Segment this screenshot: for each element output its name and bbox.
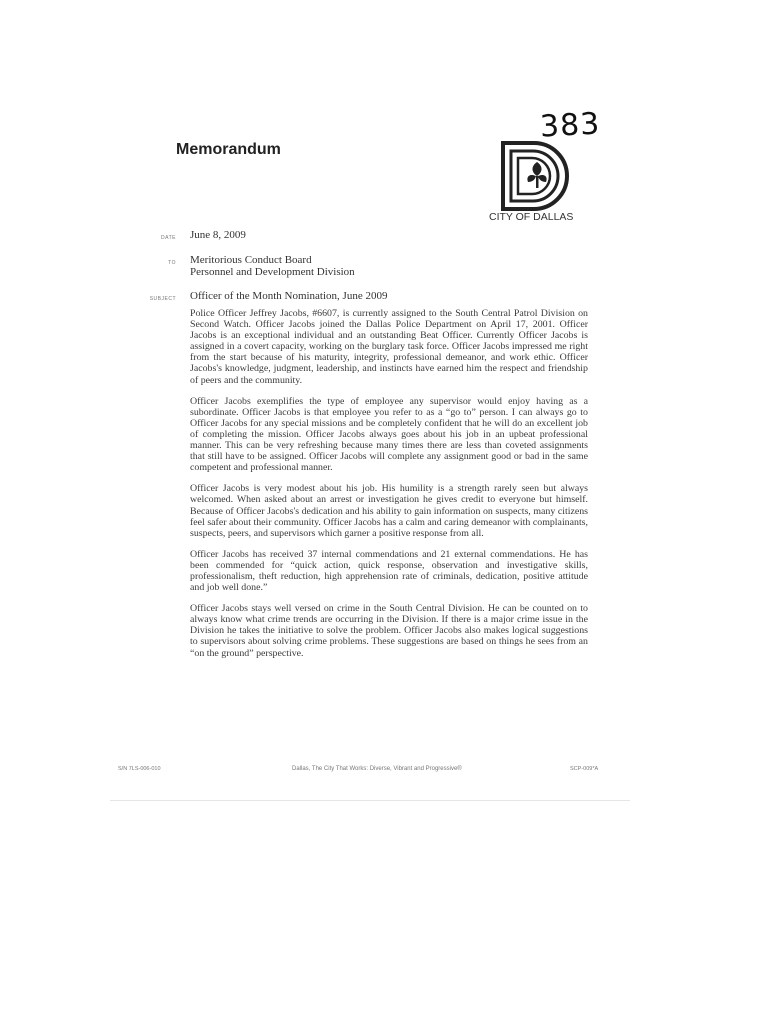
memo-title: Memorandum bbox=[176, 141, 281, 158]
body-paragraph-3: Officer Jacobs is very modest about his job. His humility is a strength rarely seen but always welcomed. When asked about an arrest or investigation he gives credit to everyone but himself. Because of Officer Jacobs's dedication and his ability to gain information on suspects, many citizens feel safer about their community. Officer Jacobs has a calm and caring demeanor with complainants, suspects, peers, and supervisors which garner a positive response from all. bbox=[190, 483, 588, 539]
date-value: June 8, 2009 bbox=[190, 229, 246, 241]
city-of-dallas-logo-icon bbox=[500, 140, 570, 212]
footer-divider bbox=[110, 800, 630, 801]
body-paragraph-5: Officer Jacobs stays well versed on crime in the South Central Division. He can be counted on to always know what crime trends are occurring in the Division. If there is a major crime issue in the Division he takes the initiative to solve the problem. Officer Jacobs also makes logical suggestions to supervisors about solving crime problems. These suggestions are based on things he sees from an “on the ground” perspective. bbox=[190, 603, 588, 659]
memo-body bbox=[190, 308, 588, 669]
handwritten-page-number: 383 bbox=[539, 106, 602, 145]
city-name: CITY OF DALLAS bbox=[489, 211, 574, 223]
to-label: TO bbox=[168, 260, 176, 266]
subject-value: Officer of the Month Nomination, June 2009 bbox=[190, 290, 388, 302]
date-label: DATE bbox=[161, 235, 176, 241]
body-paragraph-1: Police Officer Jeffrey Jacobs, #6607, is currently assigned to the South Central Patrol Division on Second Watch. Officer Jacobs joined the Dallas Police Department on April 17, 2001. Officer Jacobs is an exceptional individual and an outstanding Beat Officer. Currently Officer Jacobs is assigned in a covert capacity, working on the burglary task force. Officer Jacobs impressed me right from the start because of his maturity, integrity, professional demeanor, and work ethic. Officer Jacobs's knowledge, judgment, leadership, and instincts have earned him the respect and friendship of peers and the community. bbox=[190, 308, 588, 386]
to-line-2: Personnel and Development Division bbox=[190, 266, 355, 278]
body-paragraph-2: Officer Jacobs exemplifies the type of employee any supervisor would enjoy having as a subordinate. Officer Jacobs is that employee you refer to as a “go to” person. I can always go to Officer Jacobs for any special missions and be completely confident that he will do an excellent job of completing the mission. Officer Jacobs always goes about his job in an upbeat professional manner. This can be very refreshing because many times there are less than coveted assignments that still have to be assigned. Officer Jacobs will complete any assignment good or bad in the same competent and professional manner. bbox=[190, 395, 588, 474]
subject-label: SUBJECT bbox=[149, 296, 176, 302]
footer-form-number: S/N 7LS-006-010 bbox=[118, 766, 161, 772]
body-paragraph-4: Officer Jacobs has received 37 internal commendations and 21 external commendations. He has been commended for “quick action, quick response, observation and investigative skills, professionalism, theft reduction, high apprehension rate of criminals, dedication, positive attitude and job well done.” bbox=[190, 548, 588, 594]
footer-form-code: SCP-009*A bbox=[570, 766, 599, 772]
footer-slogan: Dallas, The City That Works: Diverse, Vibrant and Progressive® bbox=[292, 766, 462, 772]
to-line-1: Meritorious Conduct Board bbox=[190, 254, 312, 266]
